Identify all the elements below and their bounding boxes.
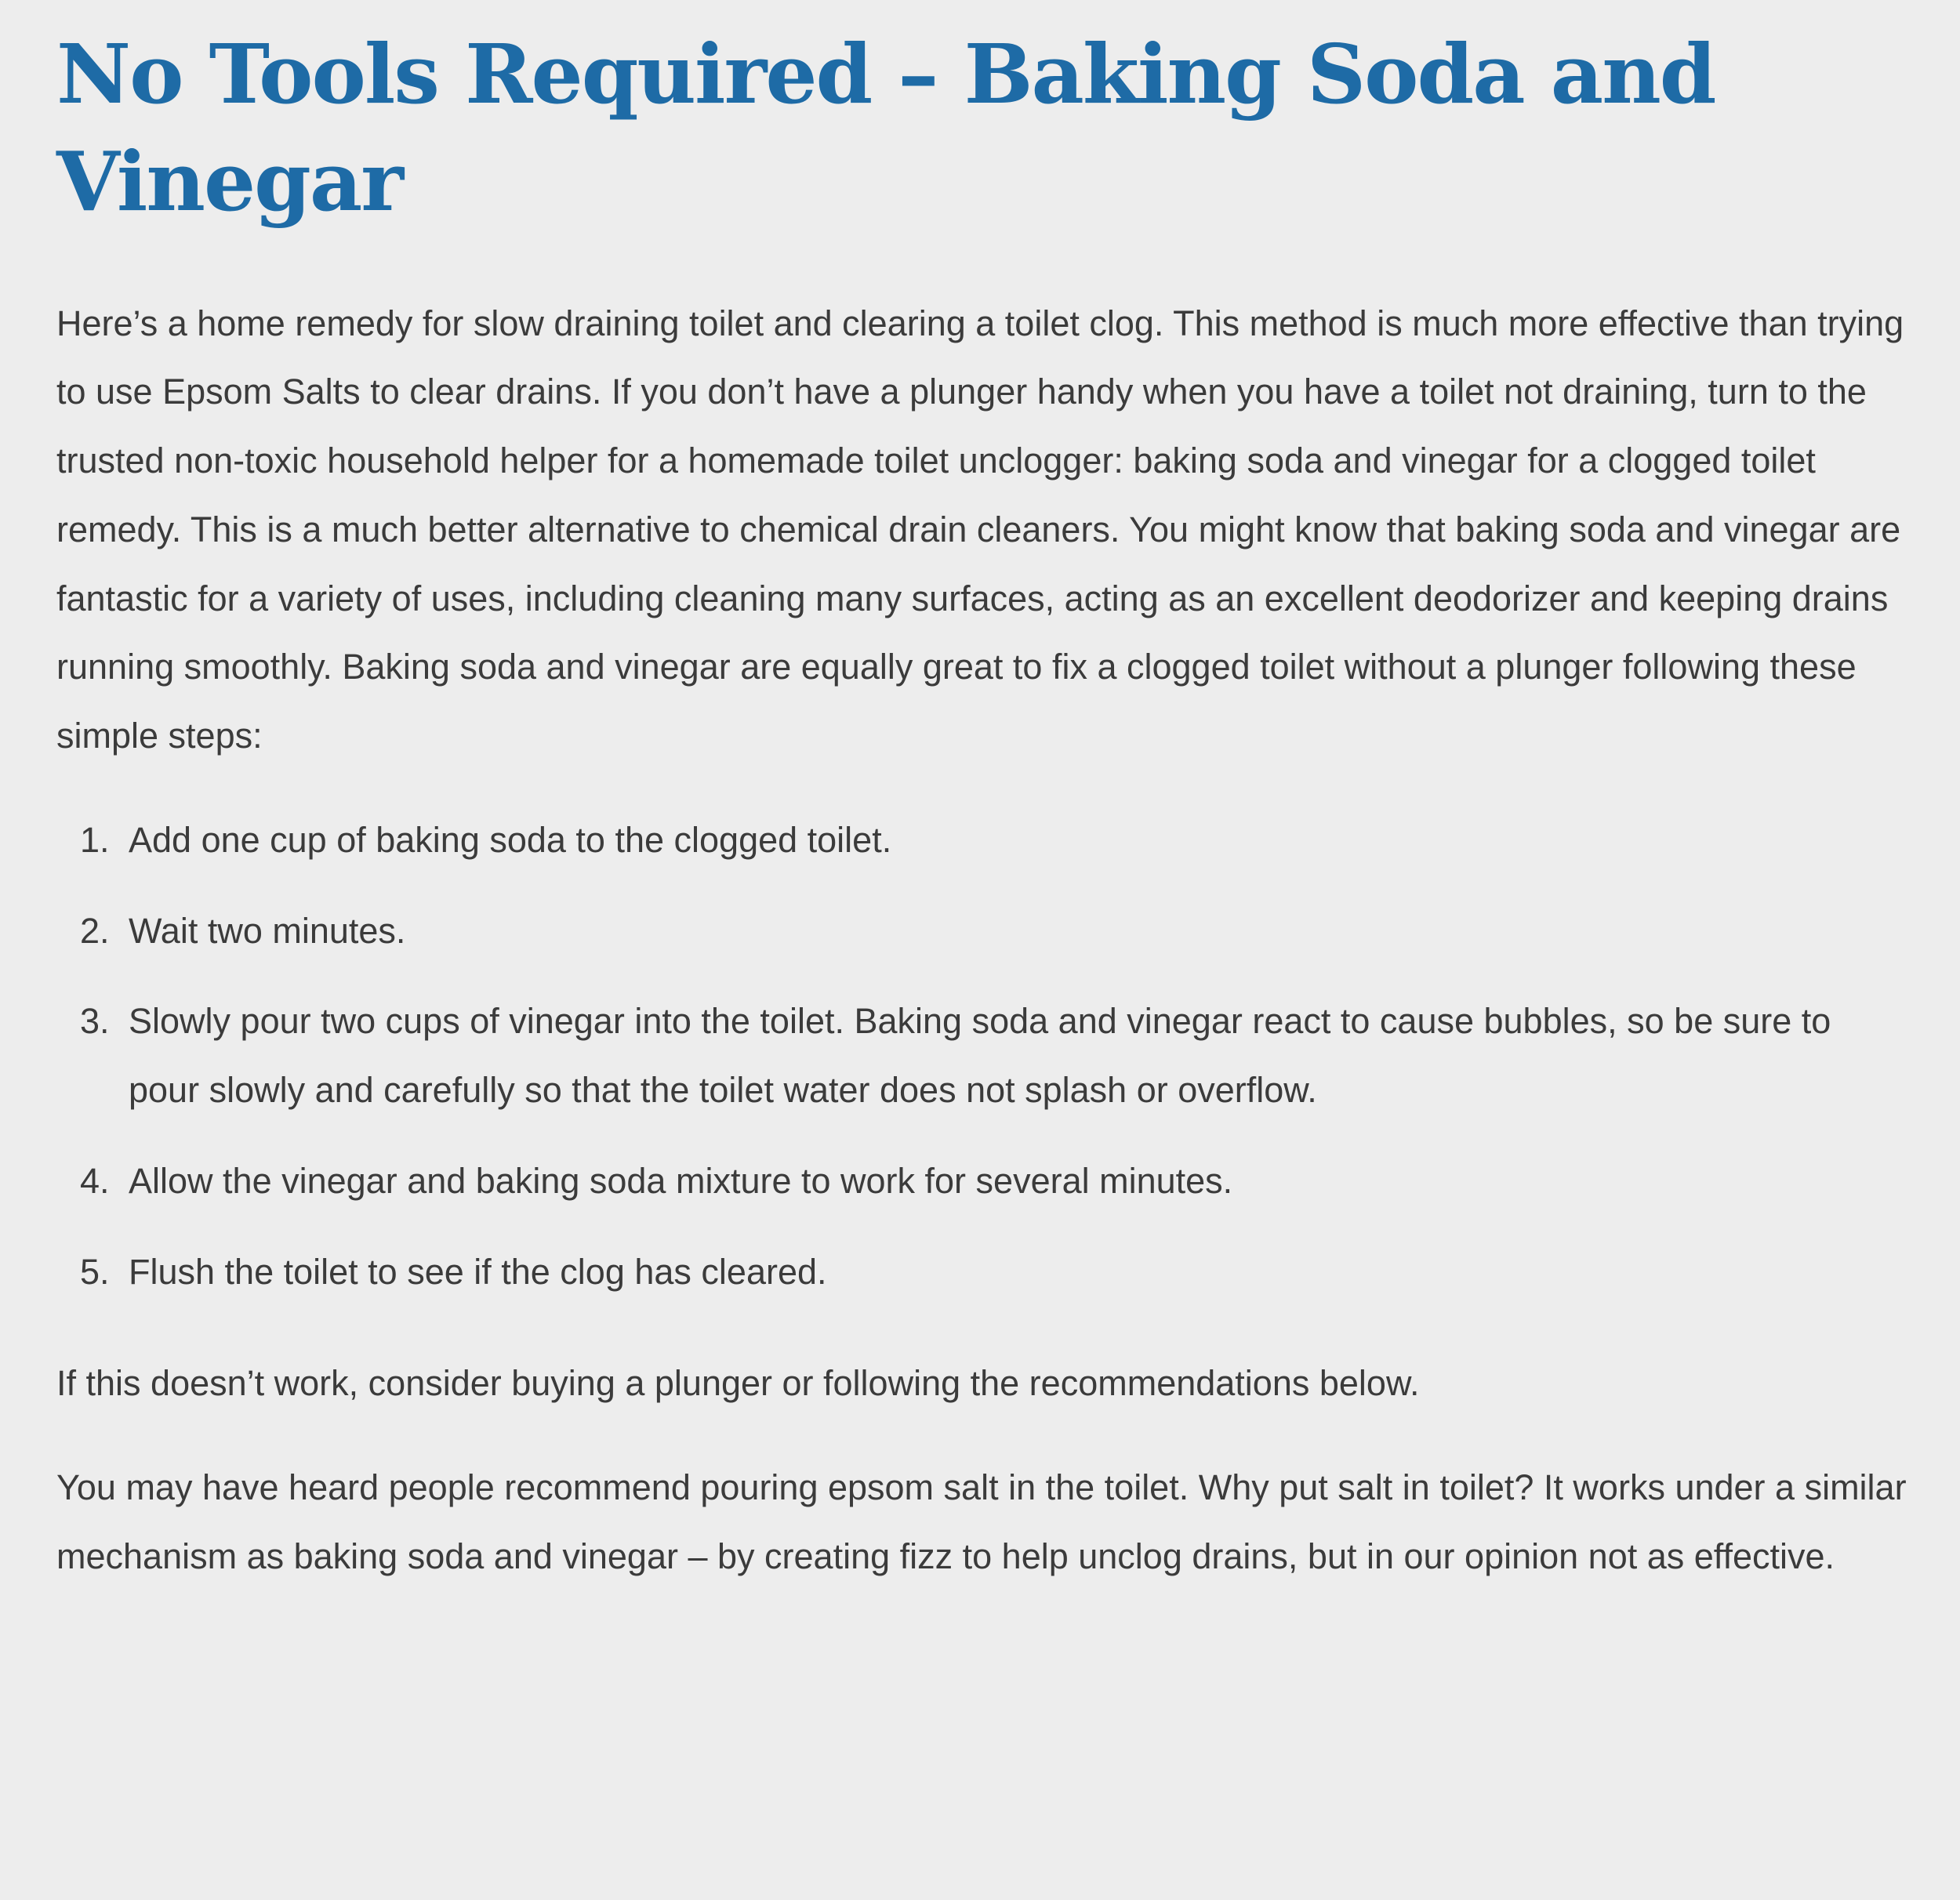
steps-list [56,806,1910,1307]
list-item: 2. Wait two minutes. [119,897,1910,966]
list-item: 5. Flush the toilet to see if the clog has cleared. [119,1238,1910,1307]
fallback-paragraph: If this doesn’t work, consider buying a plunger or following the recommendations below. [56,1363,1420,1404]
list-item: 3. Slowly pour two cups of vinegar into the toilet. Baking soda and vinegar react to cause bubbles, so be sure to pour slowly and carefully so that the toilet water does not splash or overflow. [119,987,1910,1125]
page-title: No Tools Required – Baking Soda and Vinegar [56,26,1715,230]
list-item: 1. Add one cup of baking soda to the clogged toilet. [119,806,1910,875]
intro-paragraph: Here’s a home remedy for slow draining toilet and clearing a toilet clog. This method is much more effective than trying to use Epsom Salts to clear drains. If you don’t have a plunger handy when you have a toilet not draining, turn to the trusted non-toxic household helper for a homemade toilet unclogger: baking soda and vinegar for a clogged toilet remedy. This is a much better alternative to chemical drain cleaners. You might know that baking soda and vinegar are fantastic for a variety of uses, including cleaning many surfaces, acting as an excellent deodorizer and keeping drains running smoothly. Baking soda and vinegar are equally great to fix a clogged toilet without a plunger following these simple steps: [56,303,1904,756]
epsom-paragraph: You may have heard people recommend pouring epsom salt in the toilet. Why put salt in toilet? It works under a similar mechanism as baking soda and vinegar – by creating fizz to help unclog drains, but in our opinion not as effective. [56,1467,1907,1576]
list-item: 4. Allow the vinegar and baking soda mixture to work for several minutes. [119,1147,1910,1216]
